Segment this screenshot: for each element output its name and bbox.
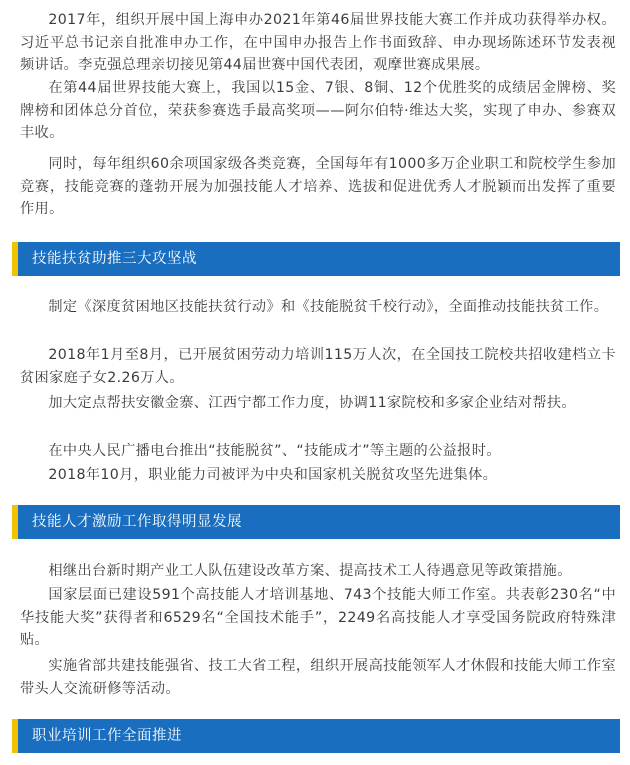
section-1-paragraph-5: 2018年10月，职业能力司被评为中央和国家机关脱贫攻坚先进集体。 [48, 467, 498, 483]
intro-paragraph-2: 在第44届世界技能大赛上，我国以15金、7银、8铜、12个优胜奖的成绩居金牌榜、奖牌榜和团体总分首位，荣获参赛选手最高奖项——阿尔伯特·维达大奖，实现了申办、参赛双丰收。 [20, 80, 616, 141]
section-banner-vocational-training [12, 719, 620, 753]
section-banner-poverty-alleviation [12, 242, 620, 276]
section-2-paragraph-2: 国家层面已建设591个高技能人才培训基地、743个技能大师工作室。共表彰230名“中华技能大奖”获得者和6529名“全国技术能手”，2249名高技能人才享受国务院政府特殊津贴。 [20, 587, 616, 648]
section-1-paragraph-4: 在中央人民广播电台推出“技能脱贫”、“技能成才”等主题的公益报时。 [48, 443, 501, 459]
section-1-paragraph-1: 制定《深度贫困地区技能扶贫行动》和《技能脱贫千校行动》，全面推动技能扶贫工作。 [48, 299, 609, 315]
section-2-paragraph-3: 实施省部共建技能强省、技工大省工程，组织开展高技能领军人才休假和技能大师工作室带头人交流研修等活动。 [20, 658, 616, 697]
section-banner-talent-incentives [12, 505, 620, 539]
section-title: 职业培训工作全面推进 [32, 728, 182, 744]
intro-paragraph-3: 同时，每年组织60余项国家级各类竞赛，全国每年有1000多万企业职工和院校学生参加竞赛，技能竞赛的蓬勃开展为加强技能人才培养、选拔和促进优秀人才脱颖而出发挥了重要作用。 [20, 156, 616, 217]
intro-paragraph-1: 2017年，组织开展中国上海申办2021年第46届世界技能大赛工作并成功获得举办权。习近平总书记亲自批准申办工作，在中国申办报告上作书面致辞、申办现场陈述环节发表视频讲话。李克强总理亲切接见第44届世赛中国代表团，观摩世赛成果展。 [20, 12, 616, 73]
section-2-paragraph-1: 相继出台新时期产业工人队伍建设改革方案、提高技术工人待遇意见等政策措施。 [48, 563, 572, 579]
section-1-paragraph-3: 加大定点帮扶安徽金寨、江西宁都工作力度，协调11家院校和多家企业结对帮扶。 [48, 395, 576, 411]
section-1-paragraph-2: 2018年1月至8月，已开展贫困劳动力培训115万人次，在全国技工院校共招收建档立卡贫困家庭子女2.26万人。 [20, 347, 616, 386]
section-title: 技能人才激励工作取得明显发展 [32, 514, 242, 530]
section-title: 技能扶贫助推三大攻坚战 [32, 251, 197, 267]
